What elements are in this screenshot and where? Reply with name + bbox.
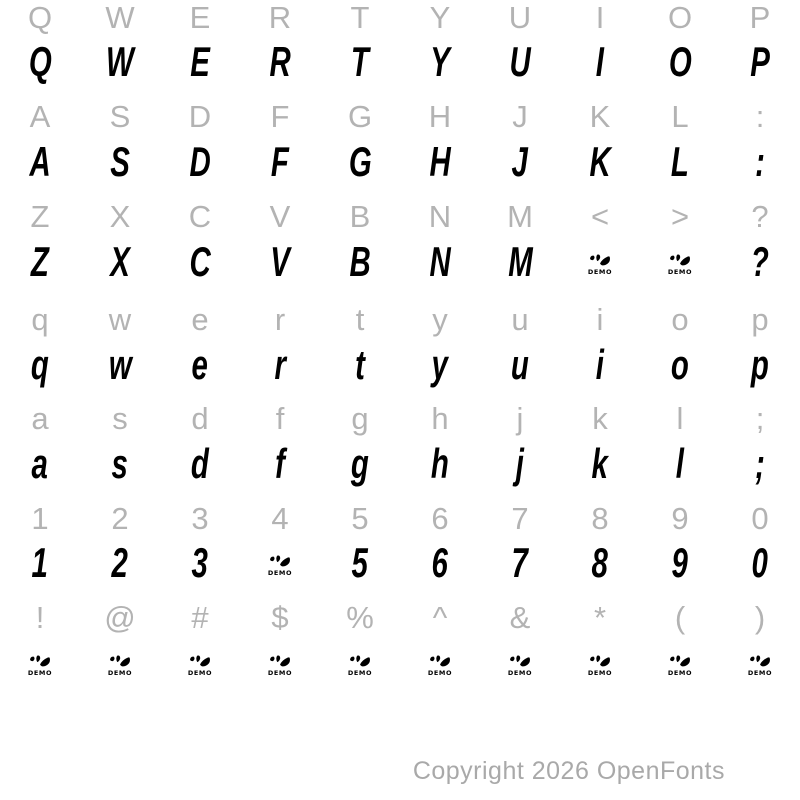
specimen-glyph: N <box>429 238 451 285</box>
glyph-cell <box>480 440 560 488</box>
glyph-cell <box>160 341 240 389</box>
demo-ornament-glyph <box>28 655 52 677</box>
glyph-cell <box>320 341 400 389</box>
glyph-cell: M <box>507 199 533 234</box>
demo-label: DEMO <box>507 669 533 677</box>
demo-label: DEMO <box>747 669 773 677</box>
specimen-glyph: k <box>591 440 609 487</box>
glyph-cell <box>560 138 640 186</box>
specimen-glyph: 9 <box>671 539 689 586</box>
demo-ornament-glyph <box>668 655 692 677</box>
glyph-cell <box>240 38 320 86</box>
specimen-glyph: h <box>431 440 449 487</box>
specimen-glyph: j <box>515 440 525 487</box>
demo-placeholder-cell <box>560 238 640 286</box>
glyph-cell: D <box>188 99 212 134</box>
glyph-cell: r <box>274 302 286 337</box>
glyph-cell <box>640 440 720 488</box>
glyph-cell: g <box>351 401 369 436</box>
specimen-glyph: a <box>31 440 49 487</box>
glyph-cell: A <box>29 99 51 134</box>
specimen-glyph: Q <box>28 38 52 85</box>
glyph-cell: @ <box>104 600 136 635</box>
glyph-cell: ! <box>35 600 45 635</box>
glyph-cell <box>80 238 160 286</box>
glyph-cell <box>480 539 560 587</box>
demo-label: DEMO <box>187 669 213 677</box>
glyph-cell <box>240 138 320 186</box>
demo-placeholder-cell <box>480 639 560 687</box>
glyph-cell: k <box>592 401 608 436</box>
glyph-cell <box>240 238 320 286</box>
glyph-cell: Q <box>27 0 53 35</box>
specimen-glyph: 6 <box>431 539 449 586</box>
specimen-glyph: C <box>189 238 211 285</box>
specimen-glyph: L <box>671 138 689 185</box>
glyph-cell <box>640 138 720 186</box>
demo-ornament-glyph <box>508 655 532 677</box>
glyph-cell: h <box>431 401 449 436</box>
specimen-glyph: 0 <box>751 539 769 586</box>
glyph-cell: f <box>275 401 285 436</box>
glyph-cell: y <box>432 302 448 337</box>
glyph-cell <box>720 539 800 587</box>
demo-label: DEMO <box>587 669 613 677</box>
glyph-cell: # <box>191 600 209 635</box>
glyph-cell: R <box>268 0 292 35</box>
glyph-cell: 0 <box>751 501 769 536</box>
glyph-cell <box>160 238 240 286</box>
glyph-cell <box>320 38 400 86</box>
glyph-cell: L <box>671 99 689 134</box>
demo-placeholder-cell <box>400 639 480 687</box>
glyph-cell: U <box>508 0 532 35</box>
glyph-cell <box>720 38 800 86</box>
demo-placeholder-cell <box>720 639 800 687</box>
glyph-cell <box>320 138 400 186</box>
glyph-cell <box>640 539 720 587</box>
reference-font-row <box>0 0 800 36</box>
demo-ornament-glyph <box>668 254 692 276</box>
glyph-cell <box>560 539 640 587</box>
glyph-cell <box>560 341 640 389</box>
glyph-cell <box>160 38 240 86</box>
glyph-cell <box>160 539 240 587</box>
glyph-cell <box>400 138 480 186</box>
specimen-font-row <box>0 539 800 587</box>
glyph-cell <box>400 539 480 587</box>
specimen-glyph: l <box>675 440 685 487</box>
glyph-cell: s <box>112 401 128 436</box>
demo-placeholder-cell <box>80 639 160 687</box>
specimen-glyph: Y <box>430 38 450 85</box>
glyph-cell <box>80 539 160 587</box>
demo-label: DEMO <box>347 669 373 677</box>
specimen-glyph: Z <box>31 238 49 285</box>
specimen-glyph: D <box>189 138 211 185</box>
glyph-cell: 9 <box>671 501 689 536</box>
glyph-cell: 1 <box>31 501 49 536</box>
glyph-cell <box>160 440 240 488</box>
glyph-cell: X <box>109 199 131 234</box>
glyph-cell <box>560 38 640 86</box>
demo-label: DEMO <box>427 669 453 677</box>
demo-ornament-glyph <box>188 655 212 677</box>
glyph-cell: o <box>671 302 689 337</box>
glyph-cell: a <box>31 401 49 436</box>
glyph-cell: Z <box>30 199 50 234</box>
glyph-cell <box>320 539 400 587</box>
glyph-cell <box>480 38 560 86</box>
demo-placeholder-cell <box>640 238 720 286</box>
glyph-cell <box>0 440 80 488</box>
specimen-glyph: d <box>191 440 209 487</box>
glyph-cell: p <box>751 302 769 337</box>
specimen-glyph: ? <box>751 238 769 285</box>
glyph-cell: C <box>188 199 212 234</box>
reference-font-row <box>0 600 800 636</box>
specimen-glyph: W <box>106 38 134 85</box>
specimen-glyph: p <box>751 341 769 388</box>
specimen-glyph: ; <box>755 440 765 487</box>
specimen-glyph: H <box>429 138 451 185</box>
glyph-cell: J <box>512 99 528 134</box>
glyph-cell: K <box>589 99 611 134</box>
reference-font-row <box>0 302 800 338</box>
glyph-cell <box>400 38 480 86</box>
glyph-cell: ; <box>755 401 765 436</box>
demo-placeholder-cell <box>160 639 240 687</box>
demo-ornament-glyph <box>108 655 132 677</box>
demo-ornament-glyph <box>588 655 612 677</box>
reference-font-row <box>0 199 800 235</box>
specimen-glyph: o <box>671 341 689 388</box>
glyph-cell: ^ <box>432 600 448 635</box>
glyph-cell <box>240 341 320 389</box>
specimen-glyph: V <box>270 238 290 285</box>
specimen-glyph: : <box>755 138 765 185</box>
specimen-glyph: T <box>351 38 369 85</box>
specimen-glyph: R <box>269 38 291 85</box>
glyph-cell <box>400 341 480 389</box>
glyph-cell: H <box>428 99 452 134</box>
specimen-glyph: O <box>668 38 692 85</box>
glyph-cell <box>720 341 800 389</box>
glyph-cell <box>80 440 160 488</box>
glyph-cell: 8 <box>591 501 609 536</box>
specimen-glyph: i <box>595 341 605 388</box>
glyph-cell <box>640 38 720 86</box>
specimen-glyph: g <box>351 440 369 487</box>
specimen-glyph: J <box>511 138 529 185</box>
glyph-cell: * <box>593 600 607 635</box>
demo-placeholder-cell <box>0 639 80 687</box>
specimen-glyph: r <box>274 341 286 388</box>
glyph-cell <box>0 38 80 86</box>
specimen-glyph: 5 <box>351 539 369 586</box>
glyph-cell: t <box>355 302 365 337</box>
specimen-glyph: E <box>190 38 210 85</box>
glyph-cell <box>0 238 80 286</box>
specimen-glyph: 8 <box>591 539 609 586</box>
glyph-cell: N <box>428 199 452 234</box>
reference-font-row <box>0 99 800 135</box>
glyph-cell: P <box>749 0 771 35</box>
specimen-glyph: I <box>595 38 605 85</box>
glyph-cell: ? <box>751 199 769 234</box>
glyph-cell <box>720 238 800 286</box>
glyph-cell: e <box>191 302 209 337</box>
specimen-glyph: q <box>31 341 49 388</box>
demo-label: DEMO <box>667 669 693 677</box>
specimen-glyph: B <box>349 238 371 285</box>
glyph-cell: i <box>596 302 604 337</box>
glyph-cell: Y <box>429 0 451 35</box>
glyph-cell: ) <box>754 600 766 635</box>
glyph-cell: 5 <box>351 501 369 536</box>
specimen-font-row <box>0 238 800 286</box>
specimen-glyph: 3 <box>191 539 209 586</box>
glyph-cell: l <box>676 401 684 436</box>
glyph-cell <box>720 138 800 186</box>
glyph-cell <box>480 341 560 389</box>
specimen-glyph: S <box>110 138 130 185</box>
specimen-glyph: 2 <box>111 539 129 586</box>
specimen-glyph: s <box>111 440 129 487</box>
glyph-cell: 4 <box>271 501 289 536</box>
demo-ornament-glyph <box>268 555 292 577</box>
demo-label: DEMO <box>587 268 613 276</box>
specimen-glyph: G <box>348 138 372 185</box>
glyph-cell <box>320 238 400 286</box>
glyph-cell: 6 <box>431 501 449 536</box>
glyph-cell <box>0 539 80 587</box>
specimen-glyph: X <box>110 238 130 285</box>
specimen-glyph: F <box>271 138 289 185</box>
specimen-glyph: y <box>431 341 449 388</box>
glyph-cell <box>400 238 480 286</box>
demo-label: DEMO <box>107 669 133 677</box>
copyright-text: Copyright 2026 OpenFonts <box>412 757 725 785</box>
specimen-glyph: K <box>589 138 611 185</box>
demo-ornament-glyph <box>268 655 292 677</box>
glyph-cell: 2 <box>111 501 129 536</box>
glyph-cell: q <box>31 302 49 337</box>
glyph-cell: < <box>590 199 610 234</box>
demo-label: DEMO <box>267 569 293 577</box>
glyph-cell: w <box>108 302 132 337</box>
glyph-cell <box>80 38 160 86</box>
demo-placeholder-cell <box>640 639 720 687</box>
glyph-cell: F <box>270 99 290 134</box>
glyph-cell <box>160 138 240 186</box>
glyph-cell <box>400 440 480 488</box>
demo-placeholder-cell <box>320 639 400 687</box>
glyph-cell <box>0 341 80 389</box>
specimen-glyph: u <box>511 341 529 388</box>
glyph-cell: d <box>191 401 209 436</box>
specimen-glyph: w <box>108 341 132 388</box>
reference-font-row <box>0 401 800 437</box>
specimen-glyph: e <box>191 341 209 388</box>
glyph-cell <box>480 138 560 186</box>
glyph-cell: $ <box>271 600 289 635</box>
specimen-font-row <box>0 440 800 488</box>
glyph-cell: I <box>595 0 605 35</box>
demo-label: DEMO <box>27 669 53 677</box>
glyph-cell <box>0 138 80 186</box>
glyph-cell: > <box>670 199 690 234</box>
glyph-cell <box>80 341 160 389</box>
glyph-cell: & <box>509 600 531 635</box>
glyph-cell: j <box>516 401 524 436</box>
specimen-font-row <box>0 38 800 86</box>
demo-label: DEMO <box>267 669 293 677</box>
glyph-cell: u <box>511 302 529 337</box>
glyph-cell <box>240 440 320 488</box>
demo-label: DEMO <box>667 268 693 276</box>
specimen-glyph: f <box>275 440 285 487</box>
specimen-glyph: A <box>29 138 51 185</box>
glyph-cell: B <box>349 199 371 234</box>
glyph-cell: E <box>189 0 211 35</box>
glyph-cell: S <box>109 99 131 134</box>
glyph-cell <box>560 440 640 488</box>
glyph-cell <box>640 341 720 389</box>
glyph-cell: ( <box>674 600 686 635</box>
glyph-cell: % <box>346 600 374 635</box>
specimen-glyph: P <box>750 38 770 85</box>
specimen-glyph: t <box>355 341 365 388</box>
specimen-glyph: M <box>507 238 533 285</box>
glyph-cell: T <box>350 0 370 35</box>
demo-ornament-glyph <box>748 655 772 677</box>
glyph-cell: : <box>755 99 765 134</box>
glyph-cell <box>480 238 560 286</box>
glyph-cell <box>80 138 160 186</box>
reference-font-row <box>0 501 800 537</box>
specimen-glyph: 7 <box>511 539 529 586</box>
specimen-font-row <box>0 639 800 687</box>
demo-ornament-glyph <box>428 655 452 677</box>
glyph-cell: G <box>347 99 373 134</box>
demo-placeholder-cell <box>560 639 640 687</box>
specimen-font-row <box>0 341 800 389</box>
demo-placeholder-cell <box>240 539 320 587</box>
demo-placeholder-cell <box>240 639 320 687</box>
glyph-cell: 3 <box>191 501 209 536</box>
specimen-glyph: 1 <box>31 539 49 586</box>
demo-ornament-glyph <box>588 254 612 276</box>
glyph-cell: V <box>269 199 291 234</box>
glyph-cell: 7 <box>511 501 529 536</box>
glyph-cell: O <box>667 0 693 35</box>
specimen-font-row <box>0 138 800 186</box>
glyph-cell <box>320 440 400 488</box>
glyph-cell: W <box>105 0 135 35</box>
glyph-cell <box>720 440 800 488</box>
demo-ornament-glyph <box>348 655 372 677</box>
specimen-glyph: U <box>509 38 531 85</box>
